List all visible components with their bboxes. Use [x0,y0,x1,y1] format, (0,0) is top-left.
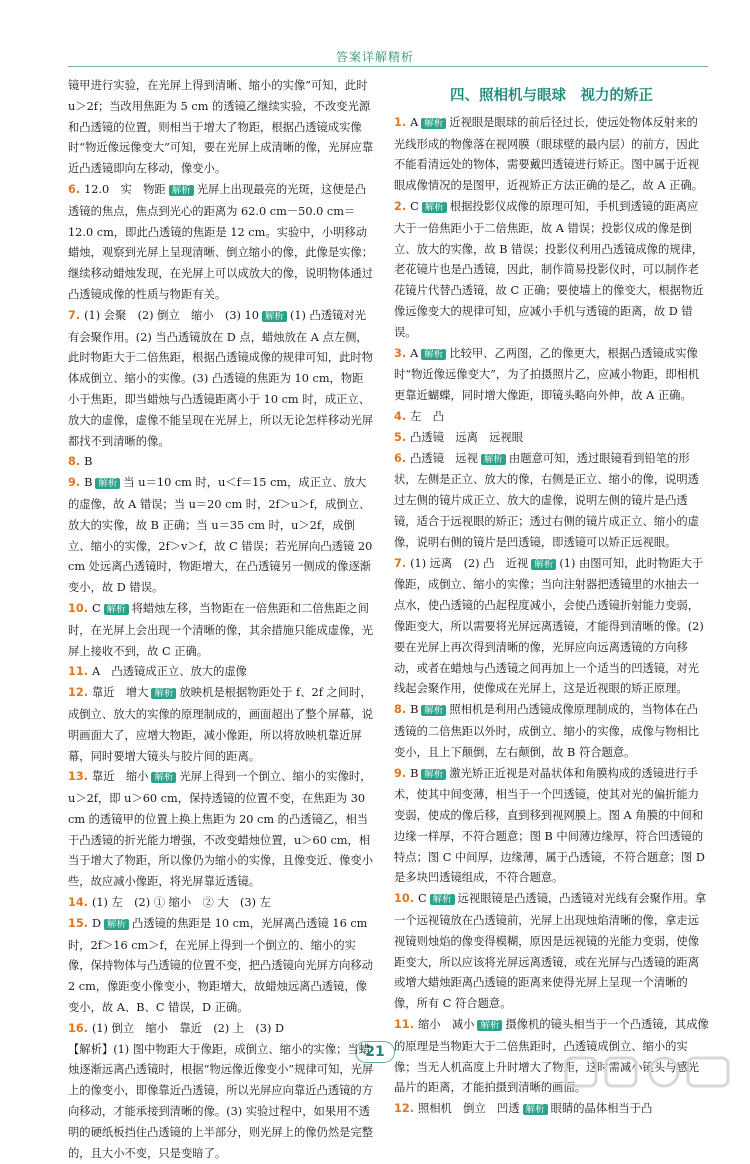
analysis-label: 解析 [262,311,287,322]
analysis-text: 由题意可知，透过眼镜看到铅笔的形状，左侧是正立、放大的像，右侧是正立、缩小的像，说明透过左侧的镜片成正立、放大的虚像，说明左侧的镜片是凸透镜，适合于远视眼的矫正；透过右侧的镜片成正立、缩小的虚像，说明右侧的镜片是凹透镜，即透镜可以矫正远视眼。 [394,451,700,549]
question-number: 12. [68,686,92,700]
question-number: 13. [68,770,92,784]
analysis-label: 解析 [95,478,120,489]
answer-item [68,76,374,180]
page-number: 21 [355,1041,394,1063]
answer-item [394,1099,709,1121]
answer-value: B [410,703,419,717]
question-number: 6. [68,182,85,196]
answer-item [68,767,374,893]
analysis-text: 放映机是根据物距处于 f、2f 之间时，成倒立、放大的实像的原理制成的，画面超出了整个屏幕，说明画面大了，应增大物距，减小像距，所以将放映机靠近屏幕，同时要增大镜头与胶片间的距离。 [68,686,374,763]
analysis-label: 解析 [169,185,194,196]
answer-item [68,452,374,473]
question-number: 2. [394,199,411,213]
question-number: 7. [394,556,411,570]
question-number: 1. [394,115,411,129]
question-number: 11. [68,665,92,679]
analysis-text: (1) 由图可知，此时物距大于像距，成倒立、缩小的实像；当向注射器把透镜里的水抽去一点水，使凸透镜的凸起程度减小，会使凸透镜折射能力变弱，像距变大，所以需要将光屏远离透镜，才能得到清晰的像。(2) 要在光屏上再次得到清晰的像，光屏应向远离透镜的方向移动，或者在蜡烛与凸透镜之间再加上一个适当的凹透镜，对光线起会聚作用，使像成在光屏上，这是近视眼的矫正原理。 [394,556,704,696]
answer-item [394,428,709,449]
watermark-logo [560,1052,740,1092]
analysis-text: 摄像机的镜头相当于一个凸透镜，其成像的原理是当物距大于二倍焦距时，凸透镜成倒立、缩小的实像；当无人机高度上升时增大了物距，这时需减小镜头与感光晶片的距离，才能拍摄到清晰的画面。 [394,1018,709,1095]
answer-item [68,662,374,683]
answer-value: 靠近 增大 [91,686,149,700]
analysis-text: 光屏上出现最亮的光斑，这便是凸透镜的焦点，焦点到光心的距离为 62.0 cm－50.0 cm＝12.0 cm，即此凸透镜的焦距是 12 cm。实验中，小明移动蜡烛，观察到光屏上呈现清晰、倒立缩小的像，此像是实像；继续移动蜡烛发现，在光屏上可以成放大的像，说明物体通过凸透镜成像的性质与物距有关。 [68,182,374,301]
answer-item [68,914,374,1019]
question-number: 4. [394,409,411,423]
answer-item [68,180,374,306]
answer-item [68,599,374,662]
answer-item [68,1019,374,1040]
question-number: 16. [68,1021,92,1035]
analysis-text: 凸透镜的焦距是 10 cm，光屏离凸透镜 16 cm 时，2f＞16 cm＞f，在光屏上得到一个倒立的、缩小的实像，保持物体与凸透镜的位置不变，把凸透镜向光屏方向移动 2 cm，像距变小像变小，物距增大，故蜡烛远离凸透镜，像变小，故 A、B、C 错误，D 正确。 [68,916,374,1015]
analysis-text: 将蜡烛左移，当物距在一倍焦距和二倍焦距之间时，在光屏上会出现一个清晰的像，其余措施只能成虚像，光屏上接收不到，故 C 正确。 [68,601,374,658]
question-number: 15. [68,916,92,930]
answer-value: (1) 远离 (2) 凸 近视 [410,556,529,570]
answer-value: 凸透镜 远离 远视眼 [410,430,524,444]
question-number: 9. [394,766,411,780]
answer-item [68,683,374,767]
question-number: 8. [394,703,411,717]
answer-value: 左 凸 [410,409,444,423]
answer-value: 12.0 实 物距 [84,182,166,196]
answer-value: A [410,115,419,129]
answer-text: 【解析】(1) 图中物距大于像距，成倒立、缩小的实像；当蜡烛逐渐远离凸透镜时，根据“物远像近像变小”规律可知，光屏上的像变小，即像靠近凸透镜，所以光屏应向靠近凸透镜的方向移动，才能承接到清晰的像。(3) 实验过程中，如果用不透明的硬纸板挡住凸透镜的上半部分，则光屏上的像仍然是完整的，且大小不变，只是变暗了。 [68,1042,374,1160]
answer-value: 照相机 倒立 凹透 [417,1102,520,1116]
page-header [0,0,750,70]
analysis-label: 解析 [421,118,446,129]
analysis-text: 近视眼是眼球的前后径过长，使远处物体反射来的光线形成的物像落在视网膜（眼球壁的最内层）的前方，因此不能看清远处的物体，需要戴凹透镜进行矫正。图中属于近视眼成像情况的是图甲，近视矫正方法正确的是乙，故 A 正确。 [394,115,704,193]
section-title: 四、照相机与眼球 视力的矫正 [450,88,653,104]
analysis-label: 解析 [481,454,506,465]
answer-value: (1) 会聚 (2) 倒立 缩小 (3) 10 [84,308,259,322]
analysis-label: 解析 [151,772,176,783]
left-column [68,76,374,1164]
answer-item [394,449,709,554]
answer-value: C [410,199,419,213]
analysis-text: 激光矫正近视是对晶状体和角膜构成的透镜进行手术，使其中间变薄，相当于一个凹透镜，使其对光的偏折能力变弱，使成的像后移，直到移到视网膜上。图 A 角膜的中间和边缘一样厚，不符合题意；图 B 中间薄边缘厚，符合凹透镜的特点；图 C 中间厚，边缘薄，属于凸透镜，不符合题意；图 D 是多块凹透镜组成，不符合题意。 [394,766,705,885]
analysis-text: 光屏上得到一个倒立、缩小的实像时，u＞2f，即 u＞60 cm，保持透镜的位置不变，在焦距为 30 cm 的透镜甲的位置上换上焦距为 20 cm 的凸透镜乙，相当于凸透镜的折光能力增强，不改变蜡烛位置，u＞60 cm，相当于增大了物距，所以像仍为缩小的实像，且像变近、像变小些，故应减小像距，将光屏靠近透镜。 [68,770,374,889]
answer-item [68,473,374,599]
analysis-text: 根据投影仪成像的原理可知，手机到透镜的距离应大于一倍焦距小于二倍焦距，故 A 错误；投影仪成的像是倒立、放大的实像，故 B 错误；投影仪利用凸透镜成像的规律，老花镜片也是凸透镜，因此，制作简易投影仪时，可以制作老花镜片代替凸透镜，故 C 正确；要使墙上的像变大，根据物近像远像变大的规律可知，应减小手机与透镜的距离，故 D 错误。 [394,199,704,339]
analysis-text: 照相机是利用凸透镜成像原理制成的，当物体在凸透镜的二倍焦距以外时，成倒立、缩小的实像，成像与物相比变小，且上下颠倒，左右颠倒，故 B 符合题意。 [394,703,700,759]
question-number: 9. [68,476,85,490]
analysis-label: 解析 [421,349,446,360]
analysis-label: 解析 [430,894,455,905]
question-number: 11. [394,1018,418,1032]
question-number: 8. [68,455,85,469]
answer-item [68,893,374,914]
question-number: 7. [68,308,85,322]
answer-value: B [84,476,93,490]
answer-value: B [410,766,419,780]
analysis-label: 解析 [422,202,447,213]
answer-value: A 凸透镜成正立、放大的虚像 [91,665,247,679]
answer-value: A [410,346,419,360]
answer-value: 缩小 减小 [417,1018,475,1032]
answer-value: (1) 倒立 缩小 靠近 (2) 上 (3) D [91,1021,285,1035]
analysis-label: 解析 [104,919,129,930]
answer-item [394,764,709,890]
question-number: 10. [68,601,92,615]
question-number: 12. [394,1102,418,1116]
analysis-text: 眼睛的晶体相当于凸 [550,1102,653,1116]
analysis-label: 解析 [531,559,556,570]
answer-item [394,700,709,763]
analysis-text: 比较甲、乙两图，乙的像更大，根据凸透镜成实像时“物近像远像变大”，为了拍摄照片乙，应减小物距，即相机更靠近蝴蝶，同时增大像距，即镜头略向外伸，故 A 正确。 [394,346,700,403]
analysis-text: (1) 凸透镜对光有会聚作用。(2) 当凸透镜放在 D 点，蜡烛放在 A 点左侧，此时物距大于二倍焦距，根据凸透镜成像的规律可知，此时物体成倒立、缩小的实像。(3) 凸透镜的焦距为 10 cm，物距小于焦距，即当蜡烛与凸透镜距离小于 10 cm 时，成正立、放大的虚像，虚像不能呈现在光屏上，所以无论怎样移动光屏都找不到清晰的像。 [68,308,374,448]
analysis-text: 远视眼镜是凸透镜，凸透镜对光线有会聚作用。拿一个远视镜放在凸透镜前，光屏上出现烛焰清晰的像，拿走远视镜则烛焰的像变得模糊，原因是远视镜的光能力变弱，使像距变大，所以应该将光屏远离透镜，或在光屏与凸透镜的距离或增大蜡烛距离凸透镜的距离来使得光屏上呈现一个清晰的像，所有 C 符合题意。 [394,892,707,1011]
analysis-label: 解析 [421,769,446,780]
answer-item [394,113,709,197]
question-number: 3. [394,346,411,360]
answer-value: 凸透镜 远视 [410,451,478,465]
analysis-label: 解析 [477,1020,502,1031]
answer-value: (1) 左 (2) ① 缩小 ② 大 (3) 左 [91,896,271,910]
question-number: 6. [394,451,411,465]
analysis-label: 解析 [151,688,176,699]
analysis-label: 解析 [523,1104,548,1115]
analysis-label: 解析 [104,604,129,615]
analysis-text: 当 u＝10 cm 时，u＜f＝15 cm，成正立、放大的虚像，故 A 错误；当 u＝20 cm 时，2f＞u＞f，成倒立、放大的实像，故 B 正确；当 u＝35 cm 时，u＞2f，成倒立、缩小的实像，2f＞v＞f，故 C 错误；若光屏向凸透镜 20 cm 处远离凸透镜时，物距增大，在凸透镜另一侧成的像逐渐变小，故 D 错误。 [68,476,373,595]
answer-item [68,306,374,453]
answer-text: 镜甲进行实验，在光屏上得到清晰、缩小的实像”可知，此时u＞2f；当改用焦距为 5 cm 的透镜乙继续实验，不改变光源和凸透镜的位置，则相当于增大了物距，根据凸透镜成实像时“物近像远像变大”可知，要在光屏上成清晰的像，光屏应靠近凸透镜即向左移动，像变小。 [68,79,374,176]
answer-item [394,889,709,1015]
right-items [394,113,709,1121]
question-number: 14. [68,896,92,910]
answer-value: D [91,916,102,930]
answer-item [394,554,709,701]
header-title: 答案详解精析 [335,50,414,64]
answer-value: C [417,892,427,906]
analysis-label: 解析 [421,705,446,716]
answer-item [394,407,709,428]
question-number: 10. [394,892,418,906]
answer-item [394,344,709,407]
question-number: 5. [394,430,411,444]
answer-value: 靠近 缩小 [91,770,149,784]
answer-item [394,197,709,344]
right-column [394,76,709,1121]
answer-value: B [84,455,93,469]
header-divider [68,66,708,67]
answer-value: C [91,601,101,615]
